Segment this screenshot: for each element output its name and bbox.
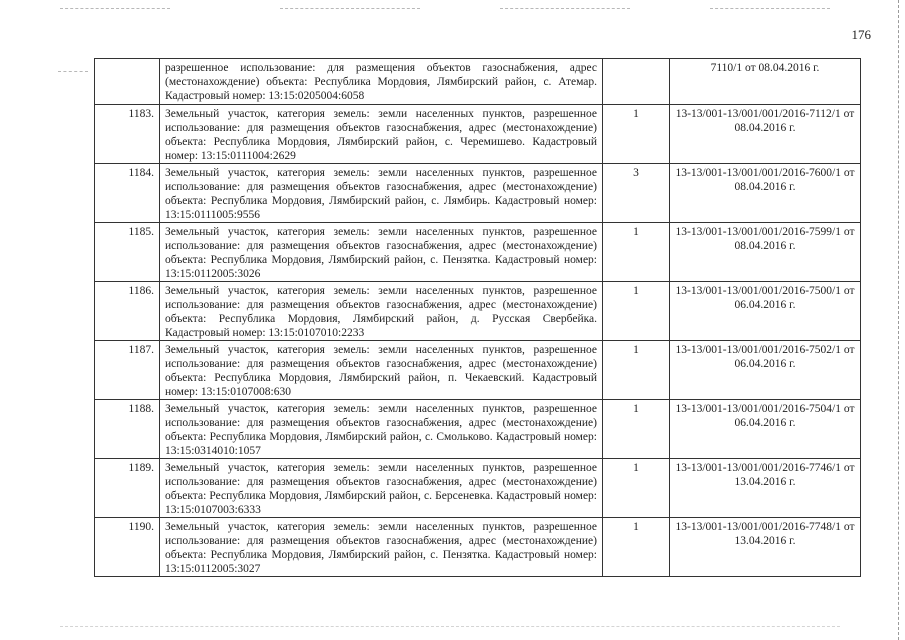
row-number: 1184. bbox=[95, 164, 160, 223]
scan-artifact-top-far bbox=[710, 8, 830, 9]
row-number: 1186. bbox=[95, 282, 160, 341]
row-description: Земельный участок, категория земель: земли населенных пунктов, разрешенное использование: для размещения объектов газоснабжения, адрес (местонахождение) объекта: Республика Мордовия, Лямбирский район, с. Черемишево. Кадастровый номер: 13:15:0111004:2629 bbox=[160, 105, 603, 164]
scan-artifact-bottom bbox=[60, 626, 840, 627]
row-quantity: 1 bbox=[603, 341, 670, 400]
table-row bbox=[95, 459, 861, 518]
row-quantity: 3 bbox=[603, 164, 670, 223]
row-description: Земельный участок, категория земель: земли населенных пунктов, разрешенное использование: для размещения объектов газоснабжения, адрес (местонахождение) объекта: Республика Мордовия, Лямбирский район, д. Русская Свербейка. Кадастровый номер: 13:15:0107010:2233 bbox=[160, 282, 603, 341]
row-number bbox=[95, 59, 160, 105]
row-description: разрешенное использование: для размещения объектов газоснабжения, адрес (местонахождение) объекта: Республика Мордовия, Лямбирский район, с. Атемар. Кадастровый номер: 13:15:0205004:6058 bbox=[160, 59, 603, 105]
scan-artifact-top-mid bbox=[280, 8, 420, 9]
row-registration: 13-13/001-13/001/001/2016-7599/1 от 08.04.2016 г. bbox=[670, 223, 861, 282]
row-number: 1188. bbox=[95, 400, 160, 459]
table-row bbox=[95, 518, 861, 577]
row-registration: 13-13/001-13/001/001/2016-7748/1 от 13.04.2016 г. bbox=[670, 518, 861, 577]
row-quantity: 1 bbox=[603, 105, 670, 164]
row-registration: 13-13/001-13/001/001/2016-7504/1 от 06.04.2016 г. bbox=[670, 400, 861, 459]
land-plot-table bbox=[94, 58, 861, 577]
row-description: Земельный участок, категория земель: земли населенных пунктов, разрешенное использование: для размещения объектов газоснабжения, адрес (местонахождение) объекта: Республика Мордовия, Лямбирский район, с. Лямбирь. Кадастровый номер: 13:15:0111005:9556 bbox=[160, 164, 603, 223]
row-quantity: 1 bbox=[603, 459, 670, 518]
scan-artifact-top-right bbox=[500, 8, 630, 9]
row-registration: 13-13/001-13/001/001/2016-7112/1 от 08.04.2016 г. bbox=[670, 105, 861, 164]
scan-artifact-left-mark bbox=[58, 71, 88, 72]
row-number: 1187. bbox=[95, 341, 160, 400]
table-row bbox=[95, 164, 861, 223]
row-registration: 13-13/001-13/001/001/2016-7600/1 от 08.04.2016 г. bbox=[670, 164, 861, 223]
row-number: 1185. bbox=[95, 223, 160, 282]
row-registration: 7110/1 от 08.04.2016 г. bbox=[670, 59, 861, 105]
scan-artifact-top-left bbox=[60, 8, 170, 9]
row-quantity: 1 bbox=[603, 282, 670, 341]
row-number: 1183. bbox=[95, 105, 160, 164]
row-registration: 13-13/001-13/001/001/2016-7746/1 от 13.04.2016 г. bbox=[670, 459, 861, 518]
table-row bbox=[95, 282, 861, 341]
row-description: Земельный участок, категория земель: земли населенных пунктов, разрешенное использование: для размещения объектов газоснабжения, адрес (местонахождение) объекта: Республика Мордовия, Лямбирский район, с. Смольково. Кадастровый номер: 13:15:0314010:1057 bbox=[160, 400, 603, 459]
row-quantity: 1 bbox=[603, 223, 670, 282]
table-row bbox=[95, 59, 861, 105]
row-quantity bbox=[603, 59, 670, 105]
row-number: 1189. bbox=[95, 459, 160, 518]
row-quantity: 1 bbox=[603, 400, 670, 459]
row-description: Земельный участок, категория земель: земли населенных пунктов, разрешенное использование: для размещения объектов газоснабжения, адрес (местонахождение) объекта: Республика Мордовия, Лямбирский район, с. Пензятка. Кадастровый номер: 13:15:0112005:3026 bbox=[160, 223, 603, 282]
table-body bbox=[95, 59, 861, 577]
row-description: Земельный участок, категория земель: земли населенных пунктов, разрешенное использование: для размещения объектов газоснабжения, адрес (местонахождение) объекта: Республика Мордовия, Лямбирский район, с. Пензятка. Кадастровый номер: 13:15:0112005:3027 bbox=[160, 518, 603, 577]
row-quantity: 1 bbox=[603, 518, 670, 577]
page-number: 176 bbox=[851, 27, 871, 42]
row-description: Земельный участок, категория земель: земли населенных пунктов, разрешенное использование: для размещения объектов газоснабжения, адрес (местонахождение) объекта: Республика Мордовия, Лямбирский район, с. Берсеневка. Кадастровый номер: 13:15:0107003:6333 bbox=[160, 459, 603, 518]
row-registration: 13-13/001-13/001/001/2016-7502/1 от 06.04.2016 г. bbox=[670, 341, 861, 400]
row-number: 1190. bbox=[95, 518, 160, 577]
table-row bbox=[95, 105, 861, 164]
table-row bbox=[95, 341, 861, 400]
table-row bbox=[95, 223, 861, 282]
scan-right-edge bbox=[898, 0, 899, 640]
row-description: Земельный участок, категория земель: земли населенных пунктов, разрешенное использование: для размещения объектов газоснабжения, адрес (местонахождение) объекта: Республика Мордовия, Лямбирский район, п. Чекаевский. Кадастровый номер: 13:15:0107008:630 bbox=[160, 341, 603, 400]
table-row bbox=[95, 400, 861, 459]
row-registration: 13-13/001-13/001/001/2016-7500/1 от 06.04.2016 г. bbox=[670, 282, 861, 341]
